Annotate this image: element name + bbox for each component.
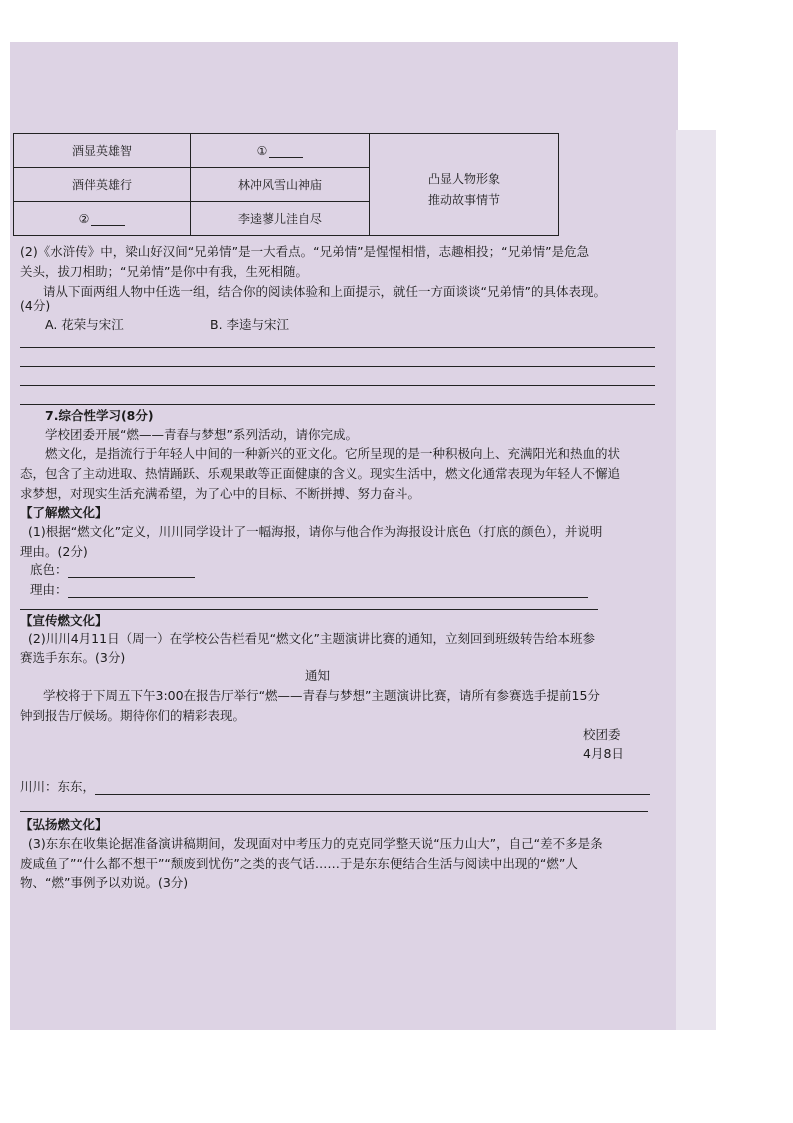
answer-blank[interactable] xyxy=(91,213,125,226)
notice-text: 学校将于下周五下午3:00在报告厅举行“燃——青春与梦想”主题演讲比赛，请所有参赛选手提前15分 xyxy=(43,688,600,703)
table-cell: 酒显英雄智 xyxy=(14,134,191,168)
dialogue-prefix: 川川：东东， xyxy=(20,779,96,794)
question-text: 燃文化，是指流行于年轻人中间的一种新兴的亚文化。它所呈现的是一种积极向上、充满阳光和热血的状 xyxy=(45,446,621,461)
question-text: 态，包含了主动进取、热情踊跃、乐观果敢等正面健康的含义。现实生活中，燃文化通常表现为年轻人不懈追 xyxy=(20,466,621,481)
dialogue-field xyxy=(20,779,650,795)
color-label: 底色： xyxy=(30,562,68,577)
table-cell: 李逵蓼儿洼自尽 xyxy=(191,202,370,236)
notice-text: 钟到报告厅候场。期待你们的精彩表现。 xyxy=(20,708,246,723)
reason-label: 理由： xyxy=(30,582,68,597)
question-text: 废咸鱼了”“什么都不想干”“颓废到忧伤”之类的丧气话……于是东东便结合生活与阅读中出现的“燃”人 xyxy=(20,856,578,871)
summary-table xyxy=(13,133,559,236)
reason-input[interactable] xyxy=(68,584,588,598)
question-text: (2)川川4月11日（周一）在学校公告栏看见“燃文化”主题演讲比赛的通知，立刻回到班级转告给本班参 xyxy=(28,631,596,646)
option-a: A. 花荣与宋江 xyxy=(45,317,124,332)
question-score: (4分) xyxy=(20,298,51,313)
option-b: B. 李逵与宋江 xyxy=(210,317,290,332)
question-text: 请从下面两组人物中任选一组，结合你的阅读体验和上面提示，就任一方面谈谈“兄弟情”的具体表现。 xyxy=(43,284,606,299)
notice-title: 通知 xyxy=(305,668,331,683)
question-text: (1)根据“燃文化”定义，川川同学设计了一幅海报，请你与他合作为海报设计底色（打底的颜色），并说明 xyxy=(28,524,603,539)
section-heading: 【了解燃文化】 xyxy=(20,505,108,520)
table-side-cell xyxy=(370,134,559,236)
question-text: 学校团委开展“燃——青春与梦想”系列活动，请你完成。 xyxy=(45,427,358,442)
color-field xyxy=(30,562,195,578)
answer-line[interactable] xyxy=(20,347,655,348)
question-text: 求梦想，对现实生活充满希望，为了心中的目标、不断拼搏、努力奋斗。 xyxy=(20,486,421,501)
section-heading: 【宣传燃文化】 xyxy=(20,613,108,628)
blank-label: ① xyxy=(256,143,268,158)
question-text: 理由。(2分) xyxy=(20,544,88,559)
table-cell: 酒伴英雄行 xyxy=(14,168,191,202)
answer-line[interactable] xyxy=(20,404,655,405)
table-cell xyxy=(14,202,191,236)
answer-line[interactable] xyxy=(20,385,655,386)
question-text: (2)《水浒传》中，梁山好汉间“兄弟情”是一大看点。“兄弟情”是惺惺相惜，志趣相投；“兄弟情”是危急 xyxy=(20,244,590,259)
question-text: 赛选手东东。(3分) xyxy=(20,650,126,665)
side-line: 推动故事情节 xyxy=(427,192,500,207)
section-heading: 【弘扬燃文化】 xyxy=(20,817,108,832)
question-title: 7.综合性学习(8分) xyxy=(45,408,154,423)
table-cell xyxy=(191,134,370,168)
reason-field xyxy=(30,582,588,598)
question-text: 物、“燃”事例予以劝说。(3分) xyxy=(20,875,189,890)
side-line: 凸显人物形象 xyxy=(427,171,500,186)
answer-line[interactable] xyxy=(20,366,655,367)
color-input[interactable] xyxy=(68,564,195,578)
table-row xyxy=(14,134,559,168)
dialogue-input[interactable] xyxy=(95,781,650,795)
question-text: 关头，拔刀相助；“兄弟情”是你中有我，生死相随。 xyxy=(20,264,308,279)
answer-line[interactable] xyxy=(20,811,648,812)
answer-line[interactable] xyxy=(20,609,598,610)
question-text: (3)东东在收集论据准备演讲稿期间，发现面对中考压力的克克同学整天说“压力山大”，自己“差不多是条 xyxy=(28,836,603,851)
notice-org: 校团委 xyxy=(583,727,621,742)
notice-date: 4月8日 xyxy=(583,746,624,761)
back-page-edge xyxy=(676,130,716,1030)
answer-blank[interactable] xyxy=(269,145,303,158)
blank-label: ② xyxy=(78,211,90,226)
table-cell: 林冲风雪山神庙 xyxy=(191,168,370,202)
